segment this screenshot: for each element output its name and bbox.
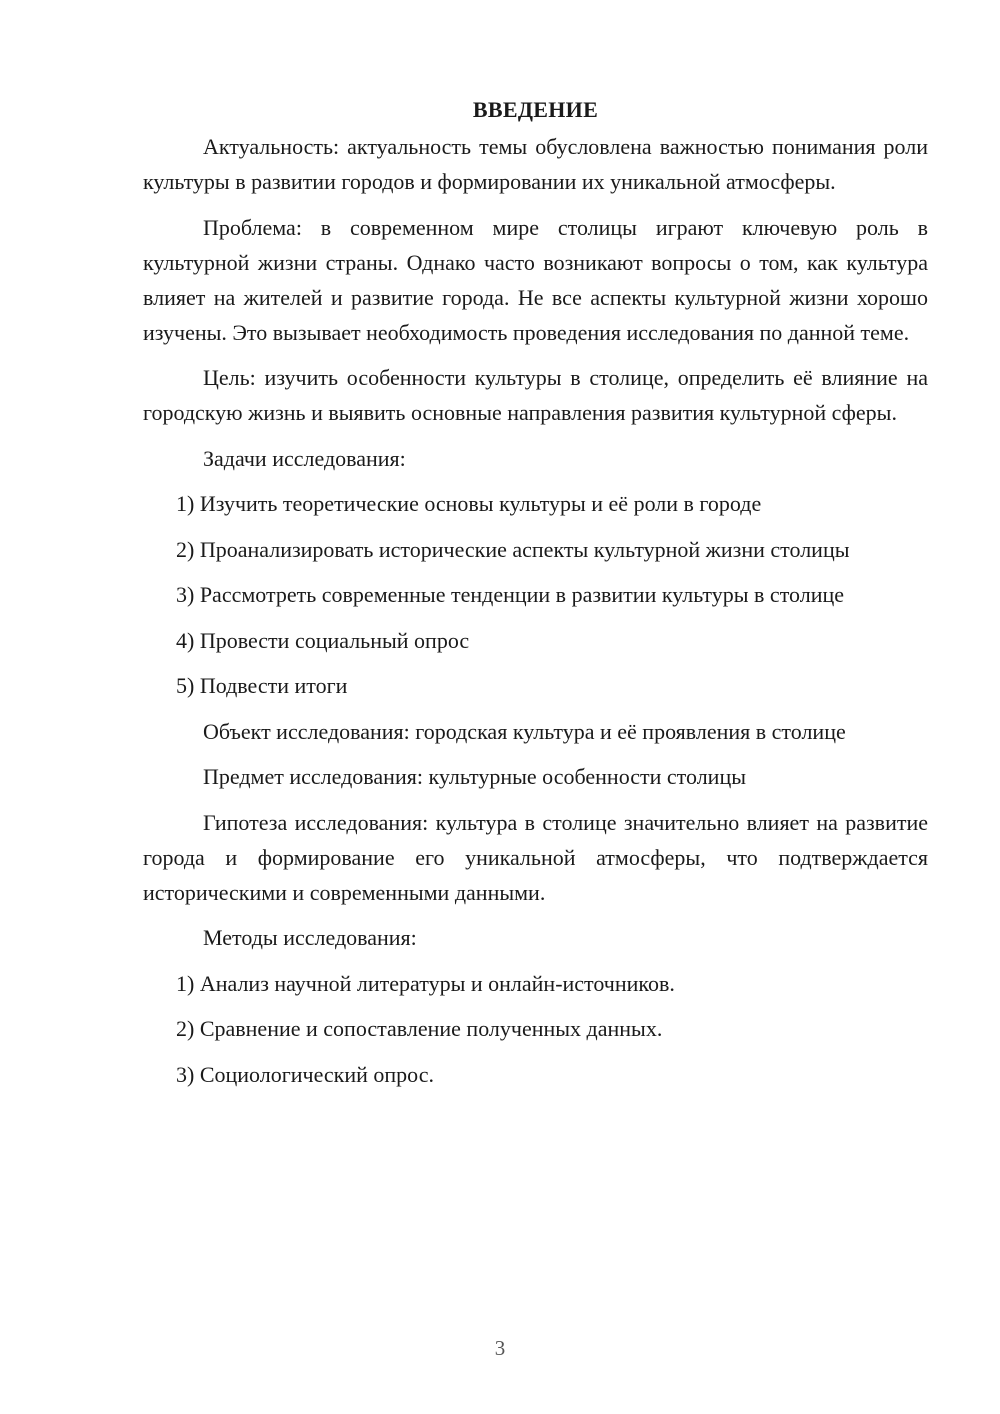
paragraph-hypothesis: Гипотеза исследования: культура в столице значительно влияет на развитие города и формирование его уникальной атмосферы, что подтверждается историческими и современными данными. [143,809,928,905]
section-title: ВВЕДЕНИЕ [472,97,599,122]
task-item-4: 4) Провести социальный опрос [176,627,470,653]
paragraph-subject: Предмет исследования: культурные особенности столицы [203,764,747,789]
paragraph-problem: Проблема: в современном мире столицы играют ключевую роль в культурной жизни страны. Однако часто возникают вопросы о том, как культура влияет на жителей и развитие города. Не все аспекты культурной жизни хорошо изучены. Это вызывает необходимость проведения исследования по данной теме. [143,214,928,345]
task-item-1: 1) Изучить теоретические основы культуры и её роли в городе [176,491,762,516]
task-item-5: 5) Подвести итоги [176,673,348,698]
paragraph-tasks-heading: Задачи исследования: [203,445,406,471]
method-item-2: 2) Сравнение и сопоставление полученных данных. [176,1016,663,1041]
paragraph-goal: Цель: изучить особенности культуры в столице, определить её влияние на городскую жизнь и выявить основные направления развития культурной сферы. [143,365,928,425]
method-item-3: 3) Социологический опрос. [176,1061,434,1087]
paragraph-relevance: Актуальность: актуальность темы обусловлена важностью понимания роли культуры в развитии городов и формировании их уникальной атмосферы. [143,134,928,194]
document-page [143,92,928,1102]
task-item-3: 3) Рассмотреть современные тенденции в развитии культуры в столице [176,582,845,607]
page-number: 3 [494,1336,506,1360]
task-item-2: 2) Проанализировать исторические аспекты культурной жизни столицы [176,536,850,562]
paragraph-object: Объект исследования: городская культура и её проявления в столице [203,718,846,744]
method-item-1: 1) Анализ научной литературы и онлайн-источников. [176,970,675,996]
paragraph-methods-heading: Методы исследования: [203,925,417,950]
